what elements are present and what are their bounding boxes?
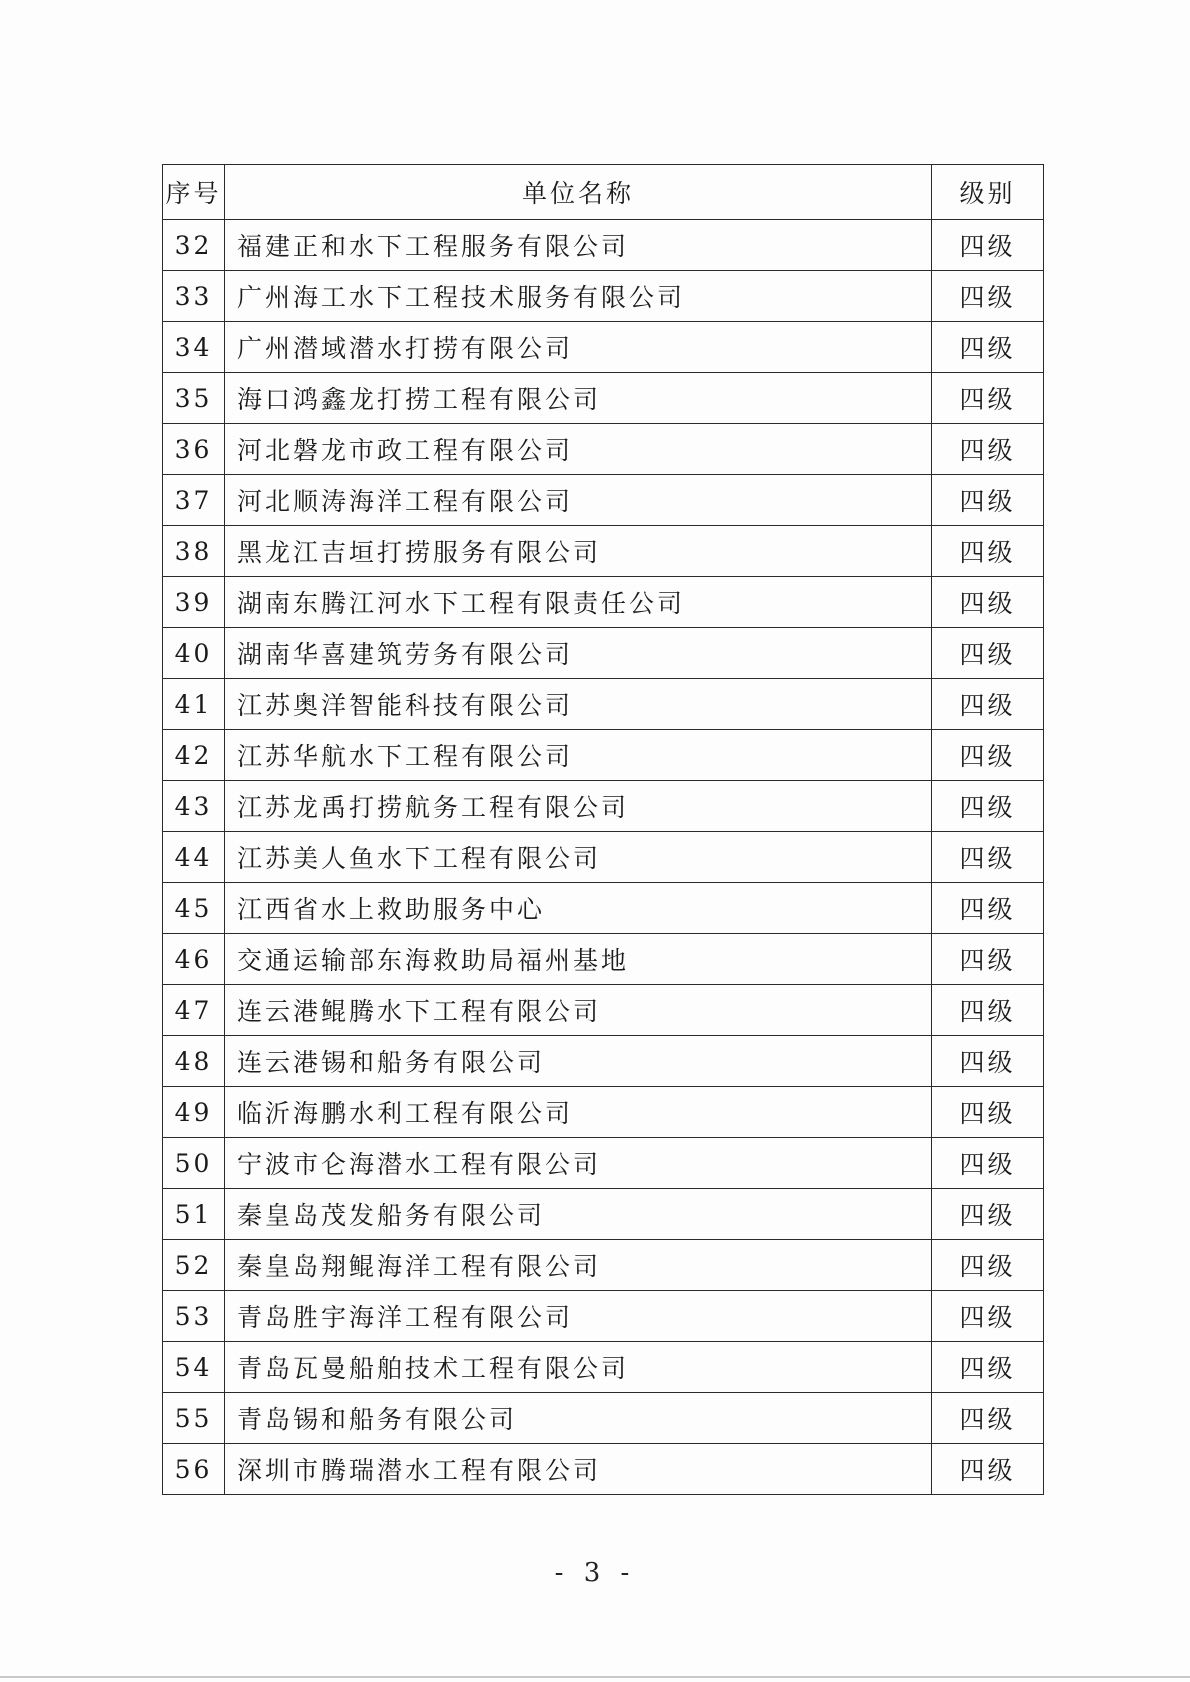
row-level: 四级 <box>932 883 1044 934</box>
row-serial-number: 55 <box>163 1393 225 1444</box>
row-level: 四级 <box>932 1444 1044 1495</box>
row-level: 四级 <box>932 1240 1044 1291</box>
table-row <box>163 1240 1044 1291</box>
row-level: 四级 <box>932 1138 1044 1189</box>
table-header-row <box>163 165 1044 220</box>
row-unit-name: 湖南东腾江河水下工程有限责任公司 <box>225 577 932 628</box>
row-level: 四级 <box>932 220 1044 271</box>
row-serial-number: 39 <box>163 577 225 628</box>
row-unit-name: 福建正和水下工程服务有限公司 <box>225 220 932 271</box>
row-serial-number: 33 <box>163 271 225 322</box>
row-unit-name: 广州潜域潜水打捞有限公司 <box>225 322 932 373</box>
row-level: 四级 <box>932 730 1044 781</box>
row-serial-number: 54 <box>163 1342 225 1393</box>
table-row <box>163 1138 1044 1189</box>
row-unit-name: 江苏美人鱼水下工程有限公司 <box>225 832 932 883</box>
row-unit-name: 交通运输部东海救助局福州基地 <box>225 934 932 985</box>
row-serial-number: 44 <box>163 832 225 883</box>
row-serial-number: 43 <box>163 781 225 832</box>
table-row <box>163 1444 1044 1495</box>
row-unit-name: 秦皇岛翔鲲海洋工程有限公司 <box>225 1240 932 1291</box>
table-row <box>163 475 1044 526</box>
row-unit-name: 江苏奥洋智能科技有限公司 <box>225 679 932 730</box>
row-level: 四级 <box>932 679 1044 730</box>
row-serial-number: 47 <box>163 985 225 1036</box>
header-level: 级别 <box>932 165 1044 220</box>
row-serial-number: 34 <box>163 322 225 373</box>
row-unit-name: 青岛锡和船务有限公司 <box>225 1393 932 1444</box>
table-row <box>163 1189 1044 1240</box>
row-level: 四级 <box>932 628 1044 679</box>
row-unit-name: 河北磐龙市政工程有限公司 <box>225 424 932 475</box>
table-row <box>163 1342 1044 1393</box>
row-unit-name: 广州海工水下工程技术服务有限公司 <box>225 271 932 322</box>
row-serial-number: 42 <box>163 730 225 781</box>
table-row <box>163 832 1044 883</box>
row-serial-number: 46 <box>163 934 225 985</box>
row-serial-number: 38 <box>163 526 225 577</box>
row-level: 四级 <box>932 985 1044 1036</box>
table-header <box>163 165 1044 220</box>
table-row <box>163 985 1044 1036</box>
table-row <box>163 373 1044 424</box>
table-row <box>163 934 1044 985</box>
table-row <box>163 1087 1044 1138</box>
row-unit-name: 江苏华航水下工程有限公司 <box>225 730 932 781</box>
row-unit-name: 连云港鲲腾水下工程有限公司 <box>225 985 932 1036</box>
unit-list-table <box>162 164 1044 1495</box>
row-unit-name: 青岛瓦曼船舶技术工程有限公司 <box>225 1342 932 1393</box>
table-row <box>163 1036 1044 1087</box>
row-serial-number: 35 <box>163 373 225 424</box>
table-row <box>163 322 1044 373</box>
row-serial-number: 52 <box>163 1240 225 1291</box>
row-level: 四级 <box>932 1342 1044 1393</box>
row-level: 四级 <box>932 934 1044 985</box>
row-level: 四级 <box>932 526 1044 577</box>
row-serial-number: 56 <box>163 1444 225 1495</box>
table-row <box>163 1291 1044 1342</box>
row-serial-number: 36 <box>163 424 225 475</box>
row-serial-number: 48 <box>163 1036 225 1087</box>
row-level: 四级 <box>932 271 1044 322</box>
row-unit-name: 临沂海鹏水利工程有限公司 <box>225 1087 932 1138</box>
row-level: 四级 <box>932 781 1044 832</box>
row-unit-name: 宁波市仑海潜水工程有限公司 <box>225 1138 932 1189</box>
row-level: 四级 <box>932 1189 1044 1240</box>
row-level: 四级 <box>932 322 1044 373</box>
row-serial-number: 53 <box>163 1291 225 1342</box>
row-unit-name: 连云港锡和船务有限公司 <box>225 1036 932 1087</box>
row-serial-number: 32 <box>163 220 225 271</box>
header-serial-number: 序号 <box>163 165 225 220</box>
row-serial-number: 49 <box>163 1087 225 1138</box>
page-bottom-edge <box>0 1676 1190 1678</box>
row-serial-number: 50 <box>163 1138 225 1189</box>
row-level: 四级 <box>932 832 1044 883</box>
row-level: 四级 <box>932 475 1044 526</box>
row-serial-number: 45 <box>163 883 225 934</box>
row-unit-name: 秦皇岛茂发船务有限公司 <box>225 1189 932 1240</box>
table-row <box>163 577 1044 628</box>
row-serial-number: 40 <box>163 628 225 679</box>
table-row <box>163 628 1044 679</box>
row-unit-name: 江苏龙禹打捞航务工程有限公司 <box>225 781 932 832</box>
row-level: 四级 <box>932 1087 1044 1138</box>
row-level: 四级 <box>932 1036 1044 1087</box>
row-serial-number: 37 <box>163 475 225 526</box>
header-unit-name: 单位名称 <box>225 165 932 220</box>
row-serial-number: 41 <box>163 679 225 730</box>
table-row <box>163 220 1044 271</box>
row-unit-name: 湖南华喜建筑劳务有限公司 <box>225 628 932 679</box>
row-unit-name: 河北顺涛海洋工程有限公司 <box>225 475 932 526</box>
table-row <box>163 781 1044 832</box>
row-level: 四级 <box>932 577 1044 628</box>
table-row <box>163 526 1044 577</box>
page-number: - 3 - <box>554 1558 636 1588</box>
row-serial-number: 51 <box>163 1189 225 1240</box>
table-row <box>163 1393 1044 1444</box>
table-row <box>163 679 1044 730</box>
row-unit-name: 青岛胜宇海洋工程有限公司 <box>225 1291 932 1342</box>
row-level: 四级 <box>932 1393 1044 1444</box>
table-row <box>163 730 1044 781</box>
row-unit-name: 黑龙江吉垣打捞服务有限公司 <box>225 526 932 577</box>
row-unit-name: 江西省水上救助服务中心 <box>225 883 932 934</box>
row-unit-name: 海口鸿鑫龙打捞工程有限公司 <box>225 373 932 424</box>
row-unit-name: 深圳市腾瑞潜水工程有限公司 <box>225 1444 932 1495</box>
table-row <box>163 883 1044 934</box>
row-level: 四级 <box>932 1291 1044 1342</box>
table-row <box>163 271 1044 322</box>
row-level: 四级 <box>932 424 1044 475</box>
row-level: 四级 <box>932 373 1044 424</box>
table-row <box>163 424 1044 475</box>
table-body <box>163 220 1044 1495</box>
